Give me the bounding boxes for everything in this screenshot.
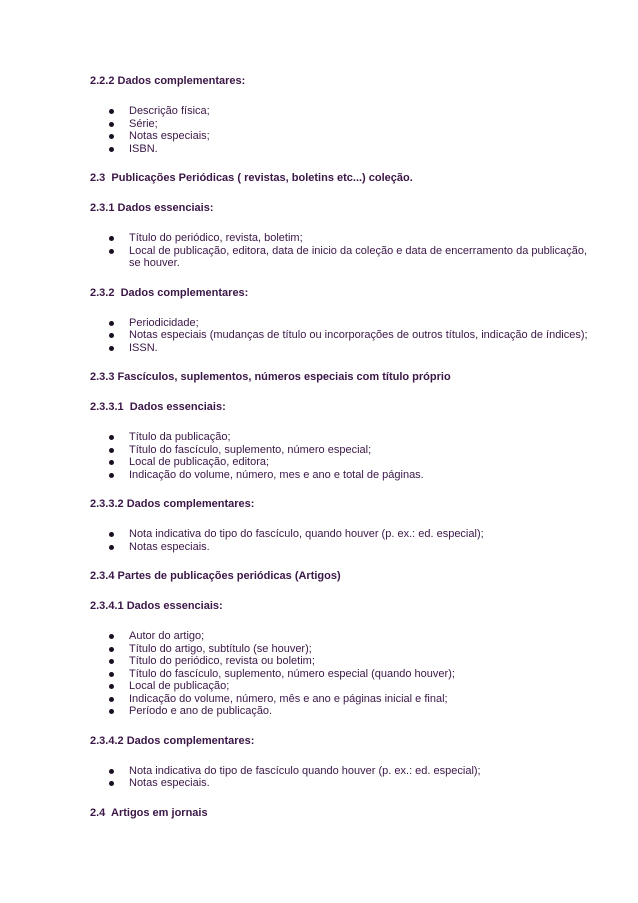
list-item	[90, 444, 590, 457]
list-item	[90, 630, 590, 643]
list-item-text: Indicação do volume, número, mês e ano e páginas inicial e final;	[129, 692, 448, 705]
list-item	[90, 130, 590, 143]
list-item-text: ISSN.	[129, 341, 158, 354]
document-content	[90, 74, 590, 820]
bullet-list	[90, 431, 590, 481]
bullet-list	[90, 765, 590, 790]
list-item-text: Periodicidade;	[129, 316, 199, 329]
list-item-text: Título do fascículo, suplemento, número especial (quando houver);	[129, 667, 455, 680]
list-item-text: Nota indicativa do tipo de fascículo quando houver (p. ex.: ed. especial);	[129, 764, 481, 777]
list-item-text: Descrição física;	[129, 105, 210, 117]
list-item-text: Local de publicação, editora;	[129, 456, 270, 468]
bullet-icon	[109, 769, 114, 774]
bullet-icon	[109, 545, 114, 550]
list-item	[90, 469, 590, 482]
bullet-list	[90, 528, 590, 553]
list-item	[90, 541, 590, 554]
bullet-icon	[109, 634, 114, 639]
list-item-text: Autor do artigo;	[129, 630, 205, 642]
list-item-text: Notas especiais.	[129, 540, 210, 553]
bullet-list	[90, 232, 590, 270]
list-item	[90, 317, 590, 330]
list-item	[90, 143, 590, 156]
bullet-icon	[109, 709, 114, 714]
list-item	[90, 118, 590, 131]
list-item	[90, 705, 590, 718]
list-item-text: Local de publicação;	[129, 680, 230, 692]
list-item-text: Período e ano de publicação.	[129, 705, 273, 717]
list-item-text: Notas especiais.	[129, 777, 210, 789]
list-item	[90, 105, 590, 118]
section-heading: 2.3.3 Fascículos, suplementos, números especiais com título próprio	[90, 371, 451, 383]
bullet-icon	[109, 460, 114, 465]
list-item-text: Indicação do volume, número, mes e ano e total de páginas.	[129, 468, 424, 481]
bullet-icon	[109, 448, 114, 453]
list-item-text: Título da publicação;	[129, 431, 231, 443]
bullet-icon	[109, 473, 114, 478]
bullet-icon	[109, 122, 114, 127]
list-item-text: Local de publicação, editora, data de inicio da coleção e data de encerramento da publicação, se houver.	[129, 244, 588, 269]
section-heading: 2.3.3.2 Dados complementares:	[90, 498, 255, 510]
bullet-icon	[109, 672, 114, 677]
bullet-icon	[109, 697, 114, 702]
bullet-icon	[109, 647, 114, 652]
section-heading: 2.3.4 Partes de publicações periódicas (Artigos)	[90, 570, 341, 582]
bullet-icon	[109, 684, 114, 689]
bullet-icon	[109, 346, 114, 351]
bullet-icon	[109, 532, 114, 537]
list-item-text: Título do periódico, revista, boletim;	[129, 232, 303, 244]
list-item	[90, 655, 590, 668]
list-item	[90, 668, 590, 681]
section-heading: 2.2.2 Dados complementares:	[90, 75, 246, 87]
list-item	[90, 693, 590, 706]
list-item-text: Título do fascículo, suplemento, número especial;	[129, 443, 372, 456]
bullet-icon	[109, 134, 114, 139]
list-item-text: Título do periódico, revista ou boletim;	[129, 655, 315, 667]
bullet-icon	[109, 236, 114, 241]
bullet-icon	[109, 435, 114, 440]
bullet-icon	[109, 249, 114, 254]
list-item	[90, 456, 590, 469]
section-heading: 2.3.4.2 Dados complementares:	[90, 734, 255, 747]
list-item	[90, 680, 590, 693]
bullet-icon	[109, 781, 114, 786]
section-heading: 2.3.3.1 Dados essenciais:	[90, 401, 226, 413]
list-item	[90, 765, 590, 778]
list-item	[90, 329, 590, 342]
bullet-list	[90, 630, 590, 718]
list-item	[90, 245, 590, 270]
list-item	[90, 643, 590, 656]
bullet-icon	[109, 109, 114, 114]
list-item	[90, 232, 590, 245]
section-heading: 2.4 Artigos em jornais	[90, 806, 208, 819]
list-item	[90, 777, 590, 790]
list-item	[90, 431, 590, 444]
bullet-icon	[109, 659, 114, 664]
list-item-text: Série;	[129, 117, 158, 130]
list-item-text: Notas especiais;	[129, 130, 210, 142]
list-item-text: Nota indicativa do tipo do fascículo, quando houver (p. ex.: ed. especial);	[129, 528, 484, 540]
section-heading: 2.3 Publicações Periódicas ( revistas, boletins etc...) coleção.	[90, 172, 413, 184]
section-heading: 2.3.1 Dados essenciais:	[90, 202, 214, 214]
list-item	[90, 528, 590, 541]
section-heading: 2.3.4.1 Dados essenciais:	[90, 600, 223, 612]
bullet-list	[90, 105, 590, 155]
section-heading: 2.3.2 Dados complementares:	[90, 286, 249, 299]
bullet-icon	[109, 333, 114, 338]
list-item	[90, 342, 590, 355]
bullet-list	[90, 317, 590, 355]
bullet-icon	[109, 321, 114, 326]
list-item-text: Título do artigo, subtítulo (se houver);	[129, 642, 312, 655]
bullet-icon	[109, 147, 114, 152]
list-item-text: ISBN.	[129, 142, 158, 155]
list-item-text: Notas especiais (mudanças de título ou incorporações de outros títulos, indicação de índices);	[129, 329, 588, 341]
